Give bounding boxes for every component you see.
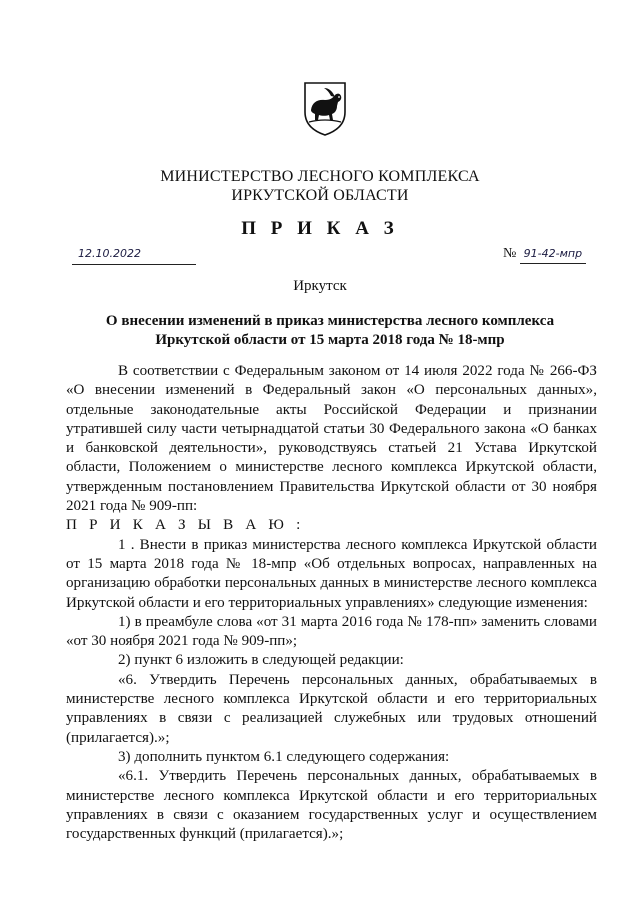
- order-number-label: №: [503, 246, 517, 261]
- preamble-paragraph: В соответствии с Федеральным законом от 14 июля 2022 года № 266-ФЗ «О внесении изменений в Федеральный закон «О персональных данных», отдельные законодательные акты Российской Федерации и признании утратившей силу части четырнадцатой статьи 30 Федерального закона «О банках и банковской деятельности», руководствуясь статьей 21 Устава Иркутской области, Положением о министерстве лесного комплекса Иркутской области, утвержденным постановлением Правительства Иркутской области от 30 ноября 2021 года № 909-пп:: [66, 363, 597, 515]
- directive-heading: П Р И К А З Ы В А Ю :: [66, 517, 305, 534]
- order-subject: [80, 312, 580, 350]
- order-body: [66, 362, 597, 844]
- order-number-field: [503, 244, 591, 264]
- subitem-3-text: «6.1. Утвердить Перечень персональных данных, обрабатываемых в министерстве лесного комплекса Иркутской области и его территориальных управлениях в связи с оказанием государственных услуг и осуществлением государственных функций (прилагается).»;: [66, 768, 597, 843]
- subitem-2-paragraph: 2) пункт 6 изложить в следующей редакции:: [118, 652, 404, 669]
- document-type-title: П Р И К А З: [241, 218, 399, 239]
- subitem-1-paragraph: 1) в преамбуле слова «от 31 марта 2016 года № 178-пп» заменить словами «от 30 ноября 2021 года № 909-пп»;: [66, 613, 597, 650]
- subitem-3-paragraph: 3) дополнить пунктом 6.1 следующего содержания:: [118, 748, 450, 765]
- subject-line1: О внесении изменений в приказ министерства лесного комплекса: [105, 313, 555, 329]
- irkutsk-coat-of-arms-icon: [302, 80, 348, 136]
- order-number-value: 91-42-мпр: [520, 245, 586, 264]
- order-date-field: 12.10.2022: [72, 244, 196, 265]
- ministry-name-line1: МИНИСТЕРСТВО ЛЕСНОГО КОМПЛЕКСА: [160, 168, 480, 185]
- subject-line2: Иркутской области от 15 марта 2018 года № 18-мпр: [155, 332, 505, 348]
- city-name: Иркутск: [293, 278, 347, 294]
- item-1-paragraph: 1 . Внести в приказ министерства лесного комплекса Иркутской области от 15 марта 2018 года № 18-мпр «Об отдельных вопросах, направленных на организацию обработки персональных данных в министерстве лесного комплекса Иркутской области и его территориальных управлениях» следующие изменения:: [66, 536, 597, 611]
- ministry-name-line2: ИРКУТСКОЙ ОБЛАСТИ: [231, 187, 409, 204]
- subitem-2-text: «6. Утвердить Перечень персональных данных, обрабатываемых в министерстве лесного комплекса Иркутской области и его территориальных управлениях в связи с реализацией служебных или трудовых отношений (прилагается).»;: [66, 671, 597, 746]
